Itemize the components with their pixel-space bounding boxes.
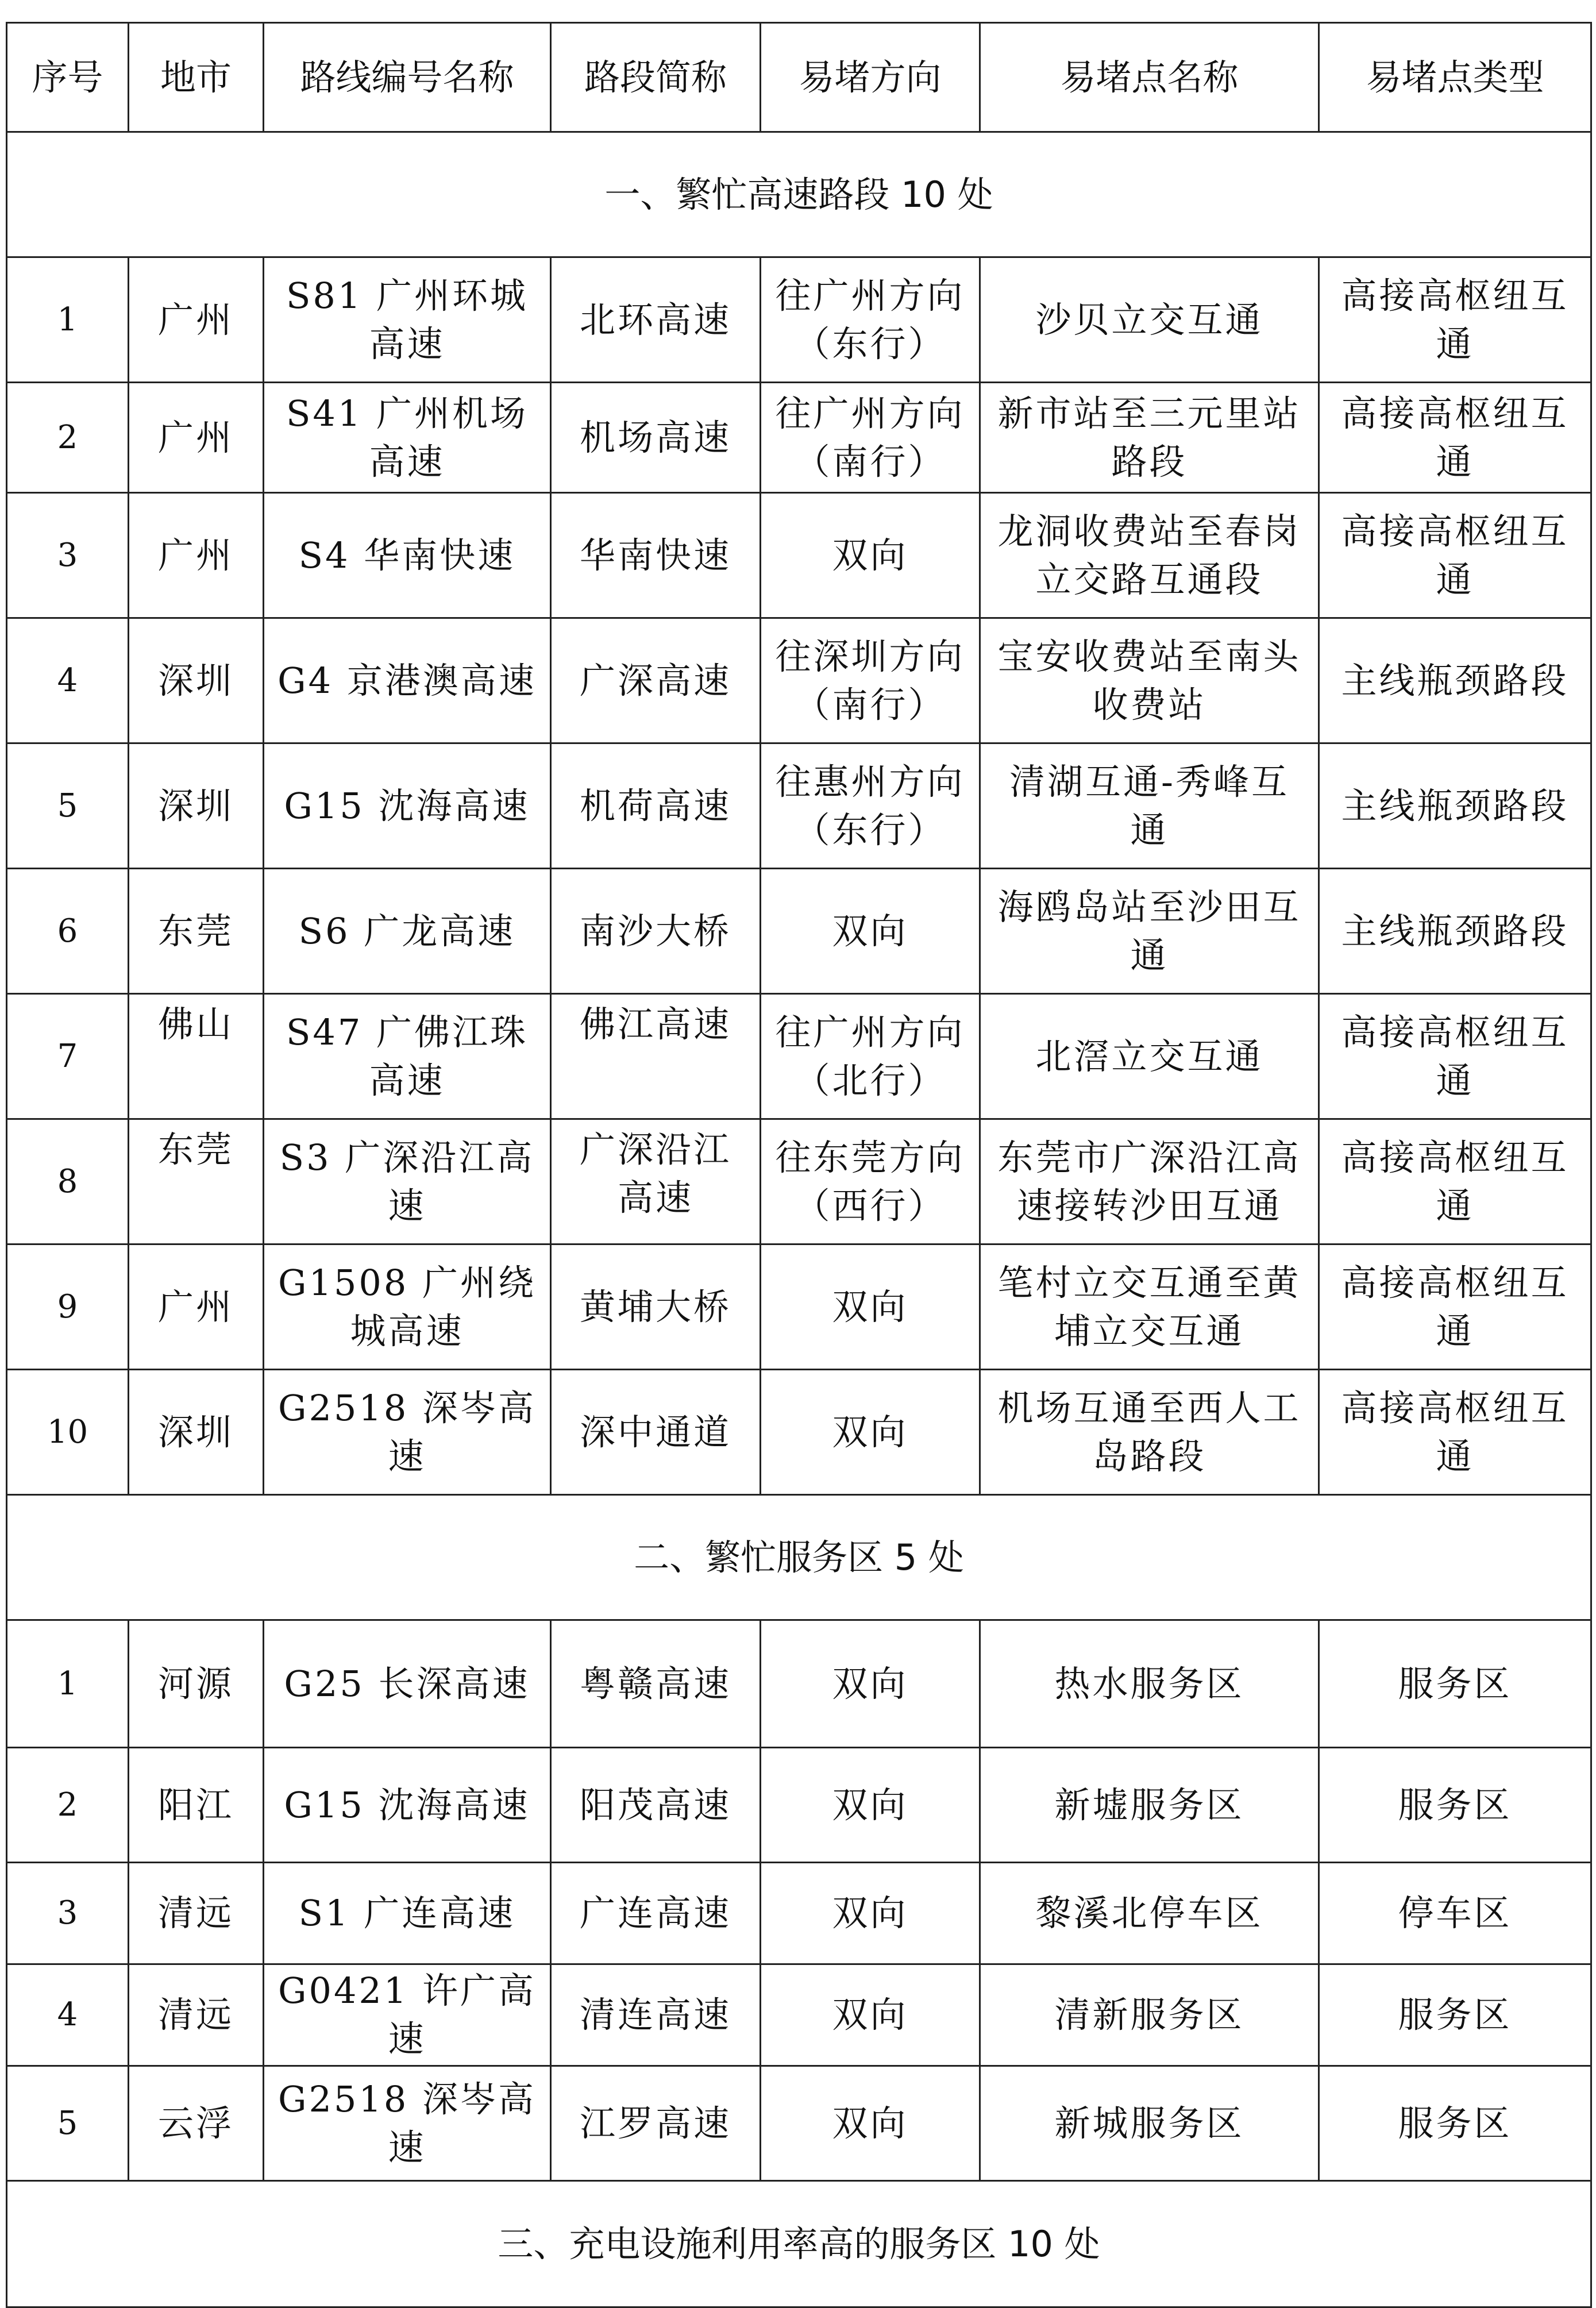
cell-route: S1 广连高速 xyxy=(264,1863,551,1964)
cell-section: 南沙大桥 xyxy=(551,869,761,994)
header-point-name: 易堵点名称 xyxy=(980,23,1319,132)
section-title: 一、繁忙高速路段 10 处 xyxy=(7,132,1591,257)
cell-direction: 双向 xyxy=(761,1863,980,1964)
cell-direction: 双向 xyxy=(761,869,980,994)
section-row xyxy=(7,132,1591,257)
cell-route: S4 华南快速 xyxy=(264,493,551,618)
header-row xyxy=(7,23,1591,132)
cell-city: 河源 xyxy=(129,1620,264,1748)
cell-index: 7 xyxy=(7,994,129,1119)
table-row xyxy=(7,1620,1591,1748)
cell-point-name: 海鸥岛站至沙田互通 xyxy=(980,869,1319,994)
cell-point-name: 黎溪北停车区 xyxy=(980,1863,1319,1964)
cell-direction: 往东莞方向（西行） xyxy=(761,1119,980,1244)
cell-city: 深圳 xyxy=(129,618,264,743)
cell-route: S6 广龙高速 xyxy=(264,869,551,994)
section-title: 三、充电设施利用率高的服务区 10 处 xyxy=(7,2181,1591,2307)
table-row xyxy=(7,1244,1591,1370)
cell-direction: 往广州方向（南行） xyxy=(761,383,980,493)
cell-point-type: 高接高枢纽互通 xyxy=(1319,257,1591,383)
cell-index: 6 xyxy=(7,869,129,994)
cell-section: 北环高速 xyxy=(551,257,761,383)
header-index: 序号 xyxy=(7,23,129,132)
cell-route: S81 广州环城高速 xyxy=(264,257,551,383)
cell-index: 4 xyxy=(7,618,129,743)
cell-point-type: 主线瓶颈路段 xyxy=(1319,869,1591,994)
cell-direction: 往广州方向（北行） xyxy=(761,994,980,1119)
header-direction: 易堵方向 xyxy=(761,23,980,132)
cell-index: 5 xyxy=(7,743,129,869)
table-row xyxy=(7,1964,1591,2066)
cell-direction: 双向 xyxy=(761,1964,980,2066)
cell-point-type: 服务区 xyxy=(1319,2066,1591,2181)
header-point-type: 易堵点类型 xyxy=(1319,23,1591,132)
cell-point-name: 新墟服务区 xyxy=(980,1748,1319,1863)
cell-point-type: 高接高枢纽互通 xyxy=(1319,493,1591,618)
cell-direction: 双向 xyxy=(761,2066,980,2181)
header-section: 路段简称 xyxy=(551,23,761,132)
cell-direction: 往广州方向（东行） xyxy=(761,257,980,383)
section-row xyxy=(7,2181,1591,2307)
cell-direction: 双向 xyxy=(761,493,980,618)
table-row xyxy=(7,383,1591,493)
cell-point-name: 沙贝立交互通 xyxy=(980,257,1319,383)
cell-point-name: 机场互通至西人工岛路段 xyxy=(980,1370,1319,1495)
cell-route: G2518 深岑高速 xyxy=(264,2066,551,2181)
cell-index: 10 xyxy=(7,1370,129,1495)
cell-point-name: 北滘立交互通 xyxy=(980,994,1319,1119)
table-row xyxy=(7,743,1591,869)
cell-index: 1 xyxy=(7,1620,129,1748)
cell-point-name: 宝安收费站至南头收费站 xyxy=(980,618,1319,743)
header-city: 地市 xyxy=(129,23,264,132)
cell-city: 深圳 xyxy=(129,1370,264,1495)
cell-section: 机荷高速 xyxy=(551,743,761,869)
table-row xyxy=(7,1119,1591,1244)
cell-point-name: 清新服务区 xyxy=(980,1964,1319,2066)
table-row xyxy=(7,257,1591,383)
cell-section: 机场高速 xyxy=(551,383,761,493)
cell-section: 黄埔大桥 xyxy=(551,1244,761,1370)
cell-direction: 双向 xyxy=(761,1620,980,1748)
cell-section: 清连高速 xyxy=(551,1964,761,2066)
table-row xyxy=(7,493,1591,618)
cell-index: 1 xyxy=(7,257,129,383)
cell-point-name: 新市站至三元里站路段 xyxy=(980,383,1319,493)
cell-route: G4 京港澳高速 xyxy=(264,618,551,743)
table-row xyxy=(7,869,1591,994)
cell-index: 5 xyxy=(7,2066,129,2181)
cell-point-type: 高接高枢纽互通 xyxy=(1319,1244,1591,1370)
cell-index: 9 xyxy=(7,1244,129,1370)
cell-city: 清远 xyxy=(129,1964,264,2066)
cell-index: 3 xyxy=(7,1863,129,1964)
cell-index: 8 xyxy=(7,1119,129,1244)
cell-point-name: 清湖互通-秀峰互通 xyxy=(980,743,1319,869)
cell-section: 阳茂高速 xyxy=(551,1748,761,1863)
cell-route: G15 沈海高速 xyxy=(264,1748,551,1863)
cell-city: 清远 xyxy=(129,1863,264,1964)
header-route: 路线编号名称 xyxy=(264,23,551,132)
cell-section: 广深高速 xyxy=(551,618,761,743)
cell-route: S3 广深沿江高速 xyxy=(264,1119,551,1244)
cell-direction: 往惠州方向（东行） xyxy=(761,743,980,869)
cell-point-name: 新城服务区 xyxy=(980,2066,1319,2181)
table-row xyxy=(7,1863,1591,1964)
cell-direction: 双向 xyxy=(761,1748,980,1863)
cell-section: 佛江高速 xyxy=(551,994,761,1119)
cell-route: G2518 深岑高速 xyxy=(264,1370,551,1495)
cell-section: 广连高速 xyxy=(551,1863,761,1964)
cell-point-type: 高接高枢纽互通 xyxy=(1319,383,1591,493)
congestion-points-table xyxy=(6,22,1592,2308)
cell-index: 4 xyxy=(7,1964,129,2066)
cell-city: 东莞 xyxy=(129,1119,264,1244)
cell-city: 广州 xyxy=(129,257,264,383)
cell-point-type: 高接高枢纽互通 xyxy=(1319,1370,1591,1495)
cell-point-type: 高接高枢纽互通 xyxy=(1319,1119,1591,1244)
cell-city: 佛山 xyxy=(129,994,264,1119)
cell-section: 广深沿江高速 xyxy=(551,1119,761,1244)
cell-city: 阳江 xyxy=(129,1748,264,1863)
cell-direction: 双向 xyxy=(761,1244,980,1370)
cell-section: 华南快速 xyxy=(551,493,761,618)
cell-point-type: 主线瓶颈路段 xyxy=(1319,618,1591,743)
cell-route: G25 长深高速 xyxy=(264,1620,551,1748)
cell-city: 东莞 xyxy=(129,869,264,994)
cell-point-type: 停车区 xyxy=(1319,1863,1591,1964)
cell-route: G0421 许广高速 xyxy=(264,1964,551,2066)
cell-city: 广州 xyxy=(129,383,264,493)
table-row xyxy=(7,1748,1591,1863)
section-title: 二、繁忙服务区 5 处 xyxy=(7,1495,1591,1620)
cell-route: S47 广佛江珠高速 xyxy=(264,994,551,1119)
cell-direction: 往深圳方向（南行） xyxy=(761,618,980,743)
cell-index: 2 xyxy=(7,1748,129,1863)
cell-section: 深中通道 xyxy=(551,1370,761,1495)
cell-point-type: 服务区 xyxy=(1319,1620,1591,1748)
table-row xyxy=(7,1370,1591,1495)
cell-point-name: 热水服务区 xyxy=(980,1620,1319,1748)
cell-point-type: 高接高枢纽互通 xyxy=(1319,994,1591,1119)
cell-section: 江罗高速 xyxy=(551,2066,761,2181)
cell-point-name: 笔村立交互通至黄埔立交互通 xyxy=(980,1244,1319,1370)
section-row xyxy=(7,1495,1591,1620)
cell-city: 深圳 xyxy=(129,743,264,869)
cell-point-name: 龙洞收费站至春岗立交路互通段 xyxy=(980,493,1319,618)
table-row xyxy=(7,2066,1591,2181)
cell-route: G15 沈海高速 xyxy=(264,743,551,869)
cell-section: 粤赣高速 xyxy=(551,1620,761,1748)
cell-direction: 双向 xyxy=(761,1370,980,1495)
cell-route: G1508 广州绕城高速 xyxy=(264,1244,551,1370)
cell-point-name: 东莞市广深沿江高速接转沙田互通 xyxy=(980,1119,1319,1244)
cell-route: S41 广州机场高速 xyxy=(264,383,551,493)
table-row xyxy=(7,994,1591,1119)
cell-city: 广州 xyxy=(129,1244,264,1370)
cell-point-type: 服务区 xyxy=(1319,1748,1591,1863)
table-row xyxy=(7,618,1591,743)
cell-city: 广州 xyxy=(129,493,264,618)
cell-point-type: 主线瓶颈路段 xyxy=(1319,743,1591,869)
cell-point-type: 服务区 xyxy=(1319,1964,1591,2066)
cell-index: 2 xyxy=(7,383,129,493)
cell-city: 云浮 xyxy=(129,2066,264,2181)
cell-index: 3 xyxy=(7,493,129,618)
